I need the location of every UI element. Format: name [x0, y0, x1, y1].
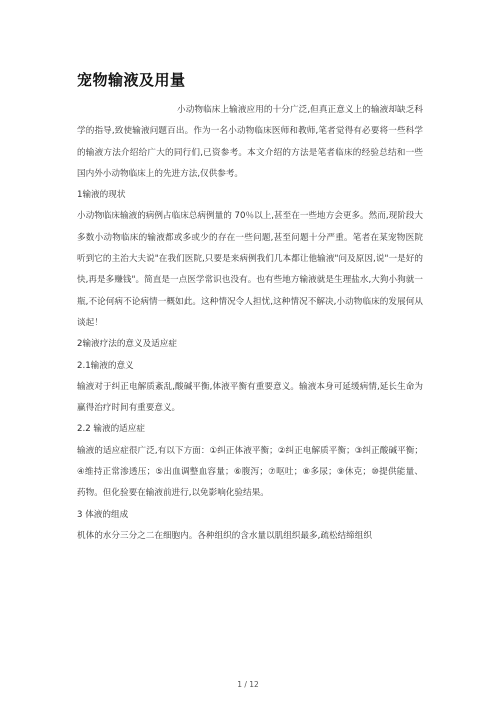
subsection-heading-2-1: 2.1输液的意义: [77, 360, 134, 371]
document-body: [77, 100, 423, 547]
section-heading-1: 1输液的现状: [77, 190, 126, 201]
section-heading-3: 3 体液的组成: [77, 509, 129, 520]
section-2-2-paragraph: 输液的适应症很广泛,有以下方面：①纠正体液平衡；②纠正电解质平衡；③纠正酸碱平衡；④维持正常渗透压；⑤出血调整血容量；⑥腹泻；⑦呕吐；⑧多尿；⑨休克；⑩提供能量、药物。但化验要在输液前进行,以免影响化验结果。: [77, 445, 423, 499]
document-title: 宠物输液及用量: [77, 71, 186, 89]
section-1-paragraph: 小动物临床输液的病例占临床总病例量的 70％以上,甚至在一些地方会更多。然而,现阶段大多数小动物临床的输液都或多或少的存在一些问题,甚至问题十分严重。笔者在某宠物医院听到它的主治大夫说"在我们医院,只要是来病例我们几本都让他输液"问及原因,说"一是好的快,再是多赚钱"。简直是一点医学常识也没有。也有些地方输液就是生理盐水,大狗小狗就一瓶,不论何病不论病情一概如此。这种情况令人担忧,这种情况不解决,小动物临床的发展何从谈起！: [77, 211, 423, 328]
section-3-paragraph: 机体的水分三分之二在细胞内。各种组织的含水量以肌组织最多,疏松结缔组织: [77, 530, 372, 541]
page-indicator: 1 / 12: [237, 680, 259, 689]
subsection-heading-2-2: 2.2 输液的适应症: [77, 424, 145, 435]
section-2-1-paragraph: 输液对于纠正电解质紊乱,酸碱平衡,体液平衡有重要意义。输液本身可延缓病情,延长生命为赢得治疗时间有重要意义。: [77, 381, 423, 414]
intro-paragraph: 小动物临床上输液应用的十分广泛,但真正意义上的输液却缺乏科学的指导,致使输液问题百出。作为一名小动物临床医师和教师,笔者觉得有必要将一些科学的输液方法介绍给广大的同行们,已资参考。本文介绍的方法是笔者临床的经验总结和一些国内外小动物临床上的先进方法,仅供参考。: [77, 105, 423, 179]
section-heading-2: 2输液疗法的意义及适应症: [77, 339, 177, 350]
